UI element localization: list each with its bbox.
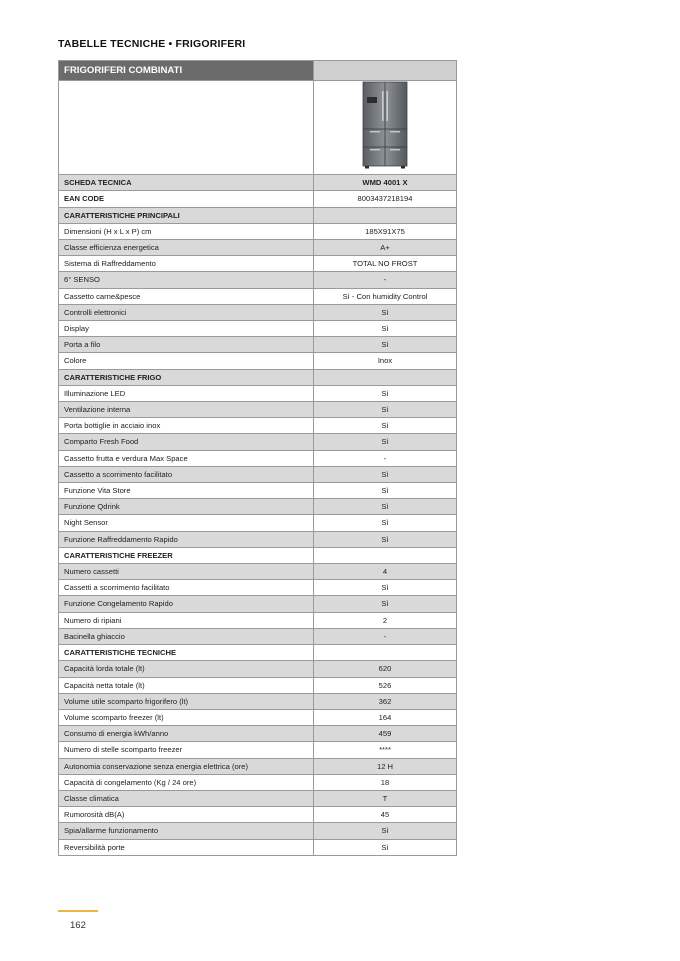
row-label: Night Sensor: [59, 515, 314, 531]
spec-table: [58, 60, 457, 856]
table-header-blank: [314, 61, 457, 81]
row-value: Sì: [314, 402, 457, 418]
row-label: Dimensioni (H x L x P) cm: [59, 223, 314, 239]
section-title: CARATTERISTICHE FRIGO: [59, 369, 314, 385]
table-row: [59, 385, 457, 401]
section-header-row: [59, 645, 457, 661]
row-label: Rumorosità dB(A): [59, 807, 314, 823]
table-row: [59, 564, 457, 580]
table-row: [59, 677, 457, 693]
refrigerator-image: [362, 81, 408, 169]
section-blank: [314, 547, 457, 563]
ean-row: [59, 191, 457, 207]
row-label: Display: [59, 321, 314, 337]
row-value: Sì: [314, 839, 457, 855]
row-label: Spia/allarme funzionamento: [59, 823, 314, 839]
table-header-row: [59, 61, 457, 81]
table-row: [59, 726, 457, 742]
row-label: Capacità lorda totale (lt): [59, 661, 314, 677]
table-row: [59, 758, 457, 774]
row-value: 620: [314, 661, 457, 677]
row-label: Consumo di energia kWh/anno: [59, 726, 314, 742]
table-row: [59, 304, 457, 320]
table-row: [59, 288, 457, 304]
row-value: 185X91X75: [314, 223, 457, 239]
row-value: 12 H: [314, 758, 457, 774]
row-label: Colore: [59, 353, 314, 369]
row-label: Cassetto frutta e verdura Max Space: [59, 450, 314, 466]
row-label: Funzione Raffreddamento Rapido: [59, 531, 314, 547]
row-value: 4: [314, 564, 457, 580]
row-value: ****: [314, 742, 457, 758]
row-value: 164: [314, 709, 457, 725]
product-image: [314, 81, 457, 175]
table-row: [59, 612, 457, 628]
table-row: [59, 709, 457, 725]
table-row: [59, 742, 457, 758]
model-label: SCHEDA TECNICA: [59, 175, 314, 191]
row-label: Numero di ripiani: [59, 612, 314, 628]
row-label: Cassetto a scorrimento facilitato: [59, 466, 314, 482]
row-label: Cassetto carne&pesce: [59, 288, 314, 304]
section-header-row: [59, 369, 457, 385]
table-row: [59, 272, 457, 288]
table-row: [59, 515, 457, 531]
row-label: Numero di stelle scomparto freezer: [59, 742, 314, 758]
table-row: [59, 693, 457, 709]
row-value: Sì: [314, 483, 457, 499]
table-row: [59, 466, 457, 482]
row-value: Sì - Con humidity Control: [314, 288, 457, 304]
ean-value: 8003437218194: [314, 191, 457, 207]
row-label: Illuminazione LED: [59, 385, 314, 401]
row-value: A+: [314, 240, 457, 256]
table-row: [59, 240, 457, 256]
row-label: Cassetti a scorrimento facilitato: [59, 580, 314, 596]
row-value: T: [314, 790, 457, 806]
row-value: Sì: [314, 531, 457, 547]
row-label: Bacinella ghiaccio: [59, 628, 314, 644]
row-value: Sì: [314, 515, 457, 531]
row-value: Sì: [314, 823, 457, 839]
table-row: [59, 790, 457, 806]
row-value: Sì: [314, 321, 457, 337]
row-label: Numero cassetti: [59, 564, 314, 580]
row-value: 45: [314, 807, 457, 823]
row-label: Funzione Vita Store: [59, 483, 314, 499]
row-label: Reversibilità porte: [59, 839, 314, 855]
row-value: Sì: [314, 418, 457, 434]
row-label: Porta bottiglie in acciaio inox: [59, 418, 314, 434]
row-value: Sì: [314, 434, 457, 450]
section-title: CARATTERISTICHE FREEZER: [59, 547, 314, 563]
section-header-row: [59, 207, 457, 223]
table-row: [59, 839, 457, 855]
model-row: [59, 175, 457, 191]
table-row: [59, 256, 457, 272]
table-row: [59, 434, 457, 450]
image-row: [59, 81, 457, 175]
row-value: Sì: [314, 304, 457, 320]
row-label: Funzione Congelamento Rapido: [59, 596, 314, 612]
table-row: [59, 499, 457, 515]
image-row-blank: [59, 81, 314, 175]
row-label: Volume scomparto freezer (lt): [59, 709, 314, 725]
row-value: TOTAL NO FROST: [314, 256, 457, 272]
section-blank: [314, 369, 457, 385]
row-label: Ventilazione interna: [59, 402, 314, 418]
table-row: [59, 418, 457, 434]
table-row: [59, 823, 457, 839]
row-value: Sì: [314, 466, 457, 482]
row-value: Sì: [314, 596, 457, 612]
table-row: [59, 807, 457, 823]
section-header-row: [59, 547, 457, 563]
section-blank: [314, 645, 457, 661]
row-value: Sì: [314, 580, 457, 596]
table-row: [59, 353, 457, 369]
row-value: 18: [314, 774, 457, 790]
row-value: 459: [314, 726, 457, 742]
section-blank: [314, 207, 457, 223]
row-label: Volume utile scomparto frigorifero (lt): [59, 693, 314, 709]
row-value: Sì: [314, 385, 457, 401]
page-number: 162: [70, 920, 86, 931]
row-value: Sì: [314, 337, 457, 353]
row-label: Capacità netta totale (lt): [59, 677, 314, 693]
page-number-accent: [58, 910, 98, 912]
row-label: Sistema di Raffreddamento: [59, 256, 314, 272]
row-label: Capacità di congelamento (Kg / 24 ore): [59, 774, 314, 790]
page-title: TABELLE TECNICHE • FRIGORIFERI: [58, 38, 246, 50]
row-label: Classe efficienza energetica: [59, 240, 314, 256]
row-label: Funzione Qdrink: [59, 499, 314, 515]
table-row: [59, 337, 457, 353]
row-label: Porta a filo: [59, 337, 314, 353]
row-value: 2: [314, 612, 457, 628]
row-value: -: [314, 272, 457, 288]
table-row: [59, 402, 457, 418]
table-row: [59, 223, 457, 239]
row-value: -: [314, 628, 457, 644]
table-row: [59, 580, 457, 596]
table-row: [59, 774, 457, 790]
section-title: CARATTERISTICHE PRINCIPALI: [59, 207, 314, 223]
table-row: [59, 483, 457, 499]
section-title: CARATTERISTICHE TECNICHE: [59, 645, 314, 661]
row-label: Comparto Fresh Food: [59, 434, 314, 450]
row-value: Inox: [314, 353, 457, 369]
model-name: WMD 4001 X: [314, 175, 457, 191]
row-value: 362: [314, 693, 457, 709]
row-label: Classe climatica: [59, 790, 314, 806]
table-row: [59, 531, 457, 547]
table-row: [59, 596, 457, 612]
table-row: [59, 450, 457, 466]
table-header: FRIGORIFERI COMBINATI: [59, 61, 314, 81]
row-value: 526: [314, 677, 457, 693]
row-value: Sì: [314, 499, 457, 515]
row-label: Autonomia conservazione senza energia elettrica (ore): [59, 758, 314, 774]
row-label: Controlli elettronici: [59, 304, 314, 320]
table-row: [59, 321, 457, 337]
ean-label: EAN CODE: [59, 191, 314, 207]
table-row: [59, 628, 457, 644]
table-row: [59, 661, 457, 677]
row-label: 6° SENSO: [59, 272, 314, 288]
row-value: -: [314, 450, 457, 466]
